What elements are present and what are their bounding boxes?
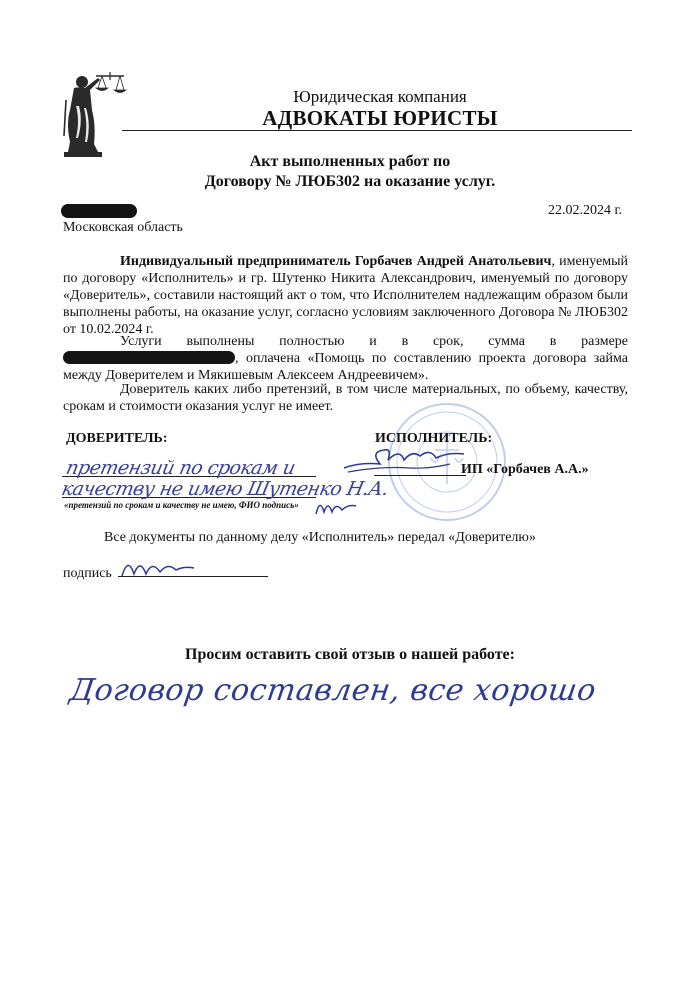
signature-label: подпись xyxy=(63,566,112,581)
handwritten-review: Договор составлен, все хорошо xyxy=(67,673,599,708)
paragraph-parties xyxy=(63,253,628,338)
claim-caption: «претензий по срокам и качеству не имею, ФИО подпись» xyxy=(64,500,299,510)
title-line-1: Акт выполненных работ по xyxy=(249,153,451,170)
place-text: Московская область xyxy=(63,220,183,235)
payment-text-start: Услуги выполнены полностью и в срок, сумма в размере xyxy=(120,334,628,349)
no-claims-text: Доверитель каких либо претензий, в том числе материальных, по объему, качеству, срокам и стоимости оказания услуг не имеет. xyxy=(63,382,628,414)
document-title xyxy=(60,152,640,192)
performer-full-name: Индивидуальный предприниматель Горбачев Андрей Анатольевич xyxy=(120,254,552,269)
trustor-signature-2 xyxy=(118,552,198,582)
title-line-2: Договору № ЛЮБ302 на оказание услуг. xyxy=(204,173,496,190)
paragraph-no-claims xyxy=(63,381,628,415)
payment-text-end: , оплачена «Помощь по составлению проекта договора займа между Доверителем и Мякишевым Алексеем Андреевичем». xyxy=(63,351,628,383)
redacted-amount xyxy=(63,351,235,364)
handwritten-claim-line-2: качеству не имею Шутенко Н.А. xyxy=(59,478,391,500)
trustor-heading: ДОВЕРИТЕЛЬ: xyxy=(66,431,168,446)
company-name: Юридическая компания xyxy=(293,87,467,106)
paragraph-parties-rest: , именуемый по договору «Исполнитель» и гр. Шутенко Никита Александрович, именуемый по договору «Доверитель», составили настоящий акт о том, что Исполнителем надлежащим образом были выполнены работы, на оказание услуг, согласно условиям заключенного Договора № ЛЮБ302 от 10.02.2024 г. xyxy=(63,254,628,337)
review-heading: Просим оставить свой отзыв о нашей работе: xyxy=(185,646,515,663)
document-date: 22.02.2024 г. xyxy=(548,203,623,218)
performer-name: ИП «Горбачев А.А.» xyxy=(461,462,589,477)
performer-heading: ИСПОЛНИТЕЛЬ: xyxy=(375,431,493,446)
redaction-bar xyxy=(61,204,137,218)
docs-handover-text: Все документы по данному делу «Исполнитель» передал «Доверителю» xyxy=(104,530,536,545)
paragraph-payment xyxy=(63,333,628,384)
trustor-signature xyxy=(312,494,360,520)
handwritten-claim-line-1: претензий по срокам и xyxy=(64,457,298,479)
header-divider xyxy=(122,130,632,131)
company-title: АДВОКАТЫ ЮРИСТЫ xyxy=(262,106,498,130)
